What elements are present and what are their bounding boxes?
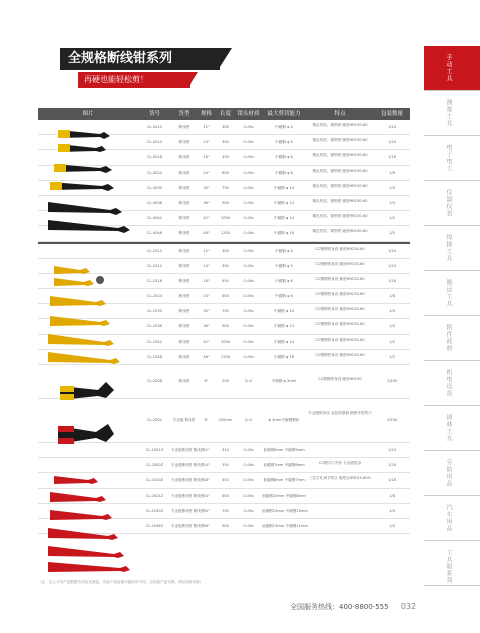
page-footer [290,602,416,612]
cell-cap: φ 3mm中碳钢钢丝 [268,418,300,422]
cell-feat: 精良材质，紧锁钳 硬度HRC50-60 [312,229,368,234]
cell-mat: Cr-Mo [243,263,254,268]
cell-len: 750 [222,309,229,314]
cell-pack: 1/16 [387,278,397,283]
cell-len: 1200 [220,354,231,359]
cell-type: 专业级断线钳 断线钳 [171,508,205,513]
cell-mat: Cr-Mo [243,140,254,145]
cell-code: CL-4014 [147,140,162,145]
side-tab[interactable] [424,496,480,541]
side-tab[interactable] [424,541,480,586]
side-tab[interactable] [424,91,480,136]
cell-len: 200mm [218,418,233,422]
cell-mat: Cr-Mo [243,463,254,468]
column-header: 特点 [334,111,346,117]
bolt-cutter-icon [48,130,130,233]
cell-type: 断线钳 [178,200,190,205]
cell-len: 350 [222,463,229,468]
cell-code: CL-2036Z [145,523,164,528]
cell-type: 断线钳 [178,231,190,236]
cell-code: CL-2514 [147,263,162,268]
cell-mat: Cr-Mo [243,508,254,513]
cell-pack: 1/24 [387,140,397,145]
cell-spec: 30" [203,309,210,314]
cell-pack: 1/16 [387,478,397,483]
cell-code: CL-4042 [147,216,162,221]
cell-mat: Cr-Mo [243,278,254,283]
side-tab-label: 机电设备 [445,369,452,397]
cell-pack: 1/24 [387,263,397,268]
side-tab[interactable] [424,136,480,181]
side-tab-label: 附件耗材 [445,324,452,352]
cell-mat: Cr-Mo [243,125,254,129]
cell-cap: 低碳钢6mm 中碳钢5mm [263,448,305,452]
column-header: 钳头材质 [237,111,260,117]
cell-cap: 中碳钢 φ 10 [273,309,294,314]
cell-type: 断线钳 [178,263,190,268]
cell-feat: 精良材质，紧锁钳 硬度HRC50-60 [312,153,368,158]
cell-mat: Cr-Mo [243,478,254,483]
cell-mat: Cr-Mo [243,309,254,314]
cell-type: 专业级断线钳 断线钳 [171,463,205,468]
cell-code: CL-2542 [147,339,162,344]
cell-code: CL-4018 [147,155,162,160]
cell-cap: 中碳钢 φ 5 [275,263,293,268]
cell-feat [306,443,374,457]
side-tab-label: 焊接工具 [445,234,452,262]
cell-cap: 中碳钢 φ 16 [273,354,294,359]
cell-feat: 三位打孔调节钳头 硬度达HRC55-60% [308,476,372,481]
cell-len: 350 [222,263,229,268]
cell-feat: CC钢钢钳身设 硬度HRC50-60 [315,322,365,327]
cell-pack: 1/8 [389,170,395,175]
cell-feat: CC钢钢钳身设 硬度HRC50-60 [315,246,365,251]
cell-mat: Cr-Mo [243,231,254,236]
page-subtitle: 再硬也能轻松剪！ [84,75,148,84]
cell-type: 专业级断线钳 断线钳 [171,493,205,498]
cell-mat: Cr-V [244,379,253,383]
cell-type: 专业级断线钳 断线钳 [171,523,205,528]
cell-len: 1050 [220,216,231,221]
banner-accent [218,48,232,70]
cell-code: CL-2001Z [145,448,164,452]
cell-mat: Cr-Mo [243,248,254,253]
cell-code: CL-2008 [147,379,162,383]
cell-type: 专业级 断线钳 [172,418,196,422]
cell-spec: 14" [203,263,210,268]
side-tab-label: 手动工具 [445,54,452,82]
cell-cap: 低碳钢8mm 中碳钢7mm [263,478,305,483]
cell-pack: 1/200 [386,418,398,422]
cell-code: CL-4012 [147,125,162,129]
cell-cap: 中碳钢 φ 14 [273,216,294,221]
cell-spec: 12" [203,248,210,253]
column-header: 包装数量 [380,111,403,117]
cell-type: 断线钳 [178,185,190,190]
cell-type: 断线钳 [178,354,190,359]
table-note: （注：以上刀具产品数据为实验室测量，实际产品参数可能有所不同，以实际产品为准，请以实物为准） [38,580,204,584]
cell-cap: 中碳钢 φ 16 [273,231,294,236]
cell-len: 450 [222,278,229,283]
cell-code: CL-2524 [147,294,162,299]
cell-feat [306,519,374,533]
cell-mat: Cr-Mo [243,170,254,175]
cell-code: CL-2010Z [145,478,164,483]
cell-cap: 低碳钢12mm 中碳钢10mm [262,508,308,513]
cell-len: 1050 [220,339,231,344]
pro-cable-cutter-icon [58,424,114,444]
cell-feat: 精良材质，紧锁钳 硬度HRC50-60 [312,214,368,219]
category-side-tabs [424,46,480,586]
cell-cap: 中碳钢 φ 14 [273,339,294,344]
cell-pack: 1/4 [389,200,395,205]
cell-spec: 30" [203,185,210,190]
cell-type: 断线钳 [178,140,190,145]
side-tab-label: 劳防用品 [445,459,452,487]
table-header [38,108,410,120]
side-tab-label: 搬运工具 [445,279,452,307]
cell-mat: Cr-Mo [243,448,254,452]
cell-spec: 24" [203,493,210,498]
cell-spec: 48" [203,354,210,359]
cell-spec: 24" [203,170,210,175]
cell-code: CL-4024 [147,170,162,175]
side-tab-label: 测量工具 [445,99,452,127]
cell-type: 专业级断线钳 断线钳 [171,448,205,452]
cell-feat: CC钢钢钳身设 硬度HRC50-60 [315,352,365,357]
cell-feat: CC钢钢钳身设 硬度HRC50-60 [315,307,365,312]
cell-code: CL-2536 [147,324,162,329]
column-header: 货号 [148,111,160,117]
subbanner-accent [188,72,198,88]
cell-pack: 1/24 [387,248,397,253]
cell-pack: 1/4 [389,523,395,528]
cell-pack: 1/4 [389,508,395,513]
cell-code: CL-2000Z [145,463,164,468]
cell-code: CL-2518 [147,278,162,283]
cell-pack: 1/24 [387,463,397,468]
cell-type: 断线钳 [178,339,190,344]
column-header: 图片 [82,111,94,117]
cell-spec: 36" [203,523,210,528]
cell-spec: 36" [203,324,210,329]
cell-type: 断线钳 [178,155,190,160]
cell-feat: CC钢刀口夹套 专业级钳身 [318,461,362,466]
cell-code: CL-2030Z [145,508,164,513]
cell-len: 450 [222,478,229,483]
cell-cap: 中碳钢 φ 6 [275,155,293,160]
cell-spec: 48" [203,231,210,236]
cell-pack: 1/24 [387,125,397,129]
cell-type: 断线钳 [178,379,190,383]
cell-pack: 1/2 [389,216,395,221]
cell-feat: 精良材质，紧锁钳 硬度HRC50-60 [312,168,368,173]
column-header: 长度 [219,111,231,117]
cell-code: CL-4048 [147,231,162,236]
cell-cap: 中碳钢 φ 12 [273,200,294,205]
cell-len: 1200 [220,231,231,236]
side-tab[interactable] [424,271,480,316]
tool-illustrations [40,120,140,575]
cell-feat: CC钢钢钳身设 硬度HRC50-60 [315,276,365,281]
page-subtitle-banner [78,72,190,88]
side-tab[interactable] [424,361,480,406]
cell-mat: Cr-Mo [243,200,254,205]
side-tab-label: 电子电工 [445,144,452,172]
cell-pack: 1/4 [389,185,395,190]
cell-pack: 1/24 [387,448,397,452]
cell-len: 200 [222,379,229,383]
cell-cap: 中碳钢 φ 10 [273,185,294,190]
cell-feat: CC钢钢钳身设 硬度HRC50-60 [315,337,365,342]
cell-len: 750 [222,185,229,190]
cell-cap: 低碳钢7mm 中碳钢6mm [263,463,305,468]
cell-cap: 中碳钢 φ 5 [275,140,293,145]
cell-len: 900 [222,200,229,205]
cell-cap: 中碳钢 φ 6 [275,278,293,283]
side-tab[interactable] [424,181,480,226]
page-number: 032 [400,602,417,611]
cell-mat: Cr-V [244,418,253,422]
cell-pack: 1/4 [389,324,395,329]
cell-type: 断线钳 [178,170,190,175]
cell-pack: 1/16 [387,155,397,160]
cell-len: 300 [222,248,229,253]
page-title: 全规格断线钳系列 [68,51,173,66]
cell-cap: 低碳钢10mm 中碳钢8mm [262,493,306,498]
cell-feat: 精良材质，紧锁钳 硬度HRC50-60 [312,183,368,188]
cell-len: 600 [222,170,229,175]
cell-mat: Cr-Mo [243,294,254,299]
cell-pack: 1/8 [389,294,395,299]
mini-bolt-cutter-icon [60,382,114,400]
cell-mat: Cr-Mo [243,216,254,221]
column-header: 货型 [178,111,190,117]
cell-type: 断线钳 [178,278,190,283]
side-tab-label: 汽车用品 [445,504,452,532]
cell-code: CL-2530 [147,309,162,314]
cell-pack: 1/2 [389,354,395,359]
cell-type: 断线钳 [178,248,190,253]
cell-mat: Cr-Mo [243,354,254,359]
column-header: 最大剪切能力 [267,111,301,117]
side-tab[interactable] [424,451,480,496]
cell-type: 专业级断线钳 断线钳 [171,478,205,483]
cell-mat: Cr-Mo [243,493,254,498]
cell-type: 断线钳 [178,324,190,329]
side-tab-label: 园林工具 [445,414,452,442]
cell-feat: 精良材质，紧锁钳 硬度HRC50-60 [312,123,368,127]
cell-type: 断线钳 [178,125,190,129]
service-hotline: 全国服务热线：400-8800-555 [290,603,389,611]
cell-cap: 中碳钢 φ 4 [275,248,293,253]
cell-code: CL-4030 [147,185,162,190]
cell-pack: 1/4 [389,309,395,314]
cell-mat: Cr-Mo [243,185,254,190]
cell-mat: Cr-Mo [243,324,254,329]
cell-spec: 36" [203,200,210,205]
cell-code: CL-2512 [147,248,162,253]
cell-len: 750 [222,508,229,513]
yellow-bolt-cutter-icon [48,266,120,364]
cell-len: 900 [222,523,229,528]
cell-len: 310 [222,448,229,452]
cell-type: 断线钳 [178,216,190,221]
cell-cap: 低碳钢13mm 中碳钢11mm [262,523,308,528]
cell-cap: 中碳钢 φ 8 [275,170,293,175]
cell-type: 断线钳 [178,294,190,299]
cell-feat [306,489,374,503]
side-tab[interactable] [424,316,480,361]
cell-len: 900 [222,324,229,329]
cell-len: 450 [222,155,229,160]
cell-spec: 42" [203,216,210,221]
column-header: 规格 [200,111,212,117]
cell-type: 断线钳 [178,309,190,314]
side-tab[interactable] [424,406,480,451]
side-tab[interactable] [424,226,480,271]
cell-cap: 中碳钢 φ 8 [275,294,293,299]
cell-spec: 18" [203,155,210,160]
cell-cap: 中碳钢 φ 4 [275,125,293,129]
side-tab[interactable] [424,46,480,91]
cell-pack: 1/8 [389,493,395,498]
cell-feat: 专业级钳身设 双色防滑柄 精密伞型剪刃 [308,411,372,415]
side-tab-label: 工具箱系列 [445,549,452,584]
cell-spec: 8" [204,418,209,422]
cell-len: 600 [222,294,229,299]
cell-mat: Cr-Mo [243,523,254,528]
cell-feat: 精良材质，紧锁钳 硬度HRC50-60 [312,198,368,203]
cell-mat: Cr-Mo [243,339,254,344]
cell-len: 600 [222,493,229,498]
cell-cap: 中碳钢 φ 3mm [271,379,297,383]
cell-spec: 30" [203,508,210,513]
cell-spec: 42" [203,339,210,344]
cell-spec: 12" [203,125,210,129]
cell-spec: 14" [203,463,210,468]
cell-pack: 1/200 [386,379,398,383]
page-title-banner [60,48,220,70]
cell-mat: Cr-Mo [243,155,254,160]
cell-feat: CC钢钢钳身设 硬度HRC50-60 [315,261,365,266]
cell-cap: 中碳钢 φ 12 [273,324,294,329]
cell-len: 300 [222,125,229,129]
cell-code: CL-4036 [147,200,162,205]
cell-spec: 18" [203,278,210,283]
cell-feat: 精良材质，紧锁钳 硬度HRC50-60 [312,138,368,143]
cell-code: CL-2002 [147,418,162,422]
cell-spec: 18" [203,478,210,483]
cell-len: 350 [222,140,229,145]
cell-pack: 1/2 [389,231,395,236]
cell-spec: 14" [203,140,210,145]
cell-pack: 1/2 [389,339,395,344]
cell-code: CL-2024Z [145,493,164,498]
cell-code: CL-2548 [147,354,162,359]
cell-feat: CC钢钢钳身设 硬度HRC50-60 [315,292,365,297]
cell-feat [306,504,374,518]
cell-feat: CC钢钢钳身设 硬度HRC50 [318,377,362,381]
cell-spec: 12" [203,448,210,452]
side-tab-label: 仪器仪表 [445,189,452,217]
cell-spec: 8" [204,379,209,383]
red-bolt-cutter-icon [48,476,130,572]
cell-spec: 24" [203,294,210,299]
